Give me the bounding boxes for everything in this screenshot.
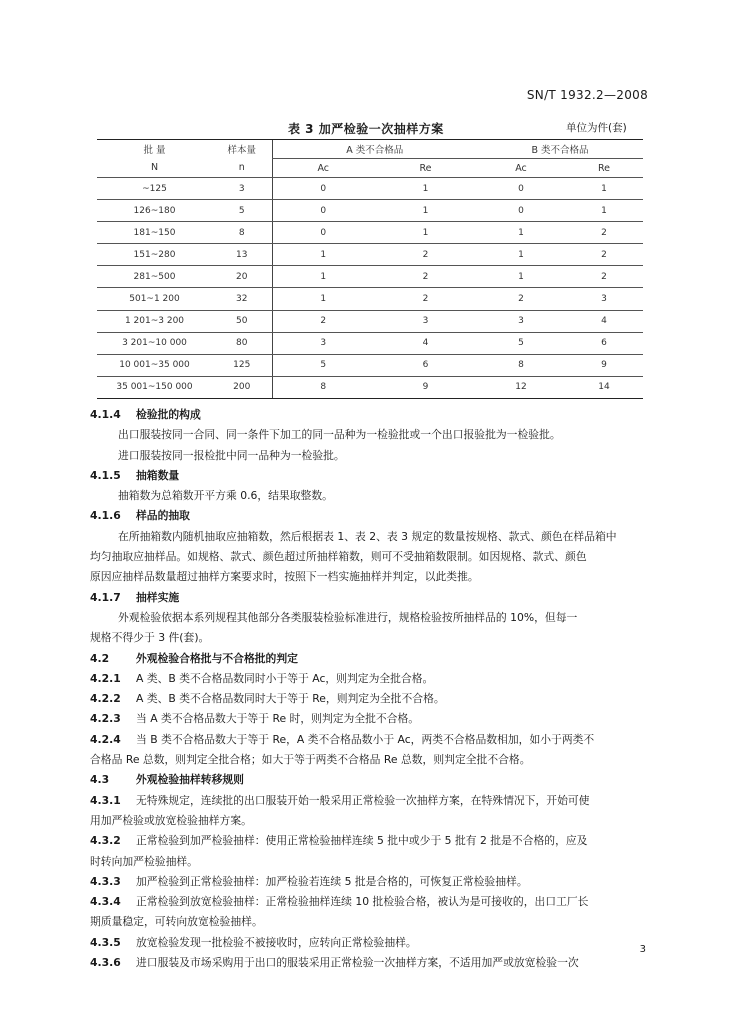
cell-b-ac: 3 [477, 310, 565, 332]
clause [90, 669, 650, 689]
section-number: 4.1.4 [90, 408, 121, 421]
cell-b-ac: 1 [477, 244, 565, 266]
section-heading [90, 770, 650, 790]
cell-a-ac: 8 [272, 376, 374, 398]
clause [90, 791, 650, 811]
cell-b-re: 3 [565, 288, 643, 310]
paragraph-line: 规格不得少于 3 件(套)。 [90, 631, 210, 645]
table-title: 表 3 加严检验一次抽样方案 [288, 122, 444, 136]
standard-code: SN/T 1932.2—2008 [526, 88, 648, 102]
cell-a-re: 4 [374, 332, 477, 354]
table-row [97, 178, 643, 200]
cell-a-ac: 3 [272, 332, 374, 354]
cell-a-ac: 5 [272, 354, 374, 376]
cell-a-re: 2 [374, 266, 477, 288]
cell-b-ac: 2 [477, 288, 565, 310]
cell-n: 200 [212, 376, 272, 398]
paragraph-line: 在所抽箱数内随机抽取应抽箱数，然后根据表 1、表 2、表 3 规定的数量按规格、款式、颜色在样品箱中 [118, 529, 617, 543]
section-number: 4.3 [90, 773, 110, 787]
header-b-re: Re [565, 159, 643, 178]
cell-a-ac: 0 [272, 200, 374, 222]
header-lot-symbol: N [97, 159, 212, 178]
section-heading [90, 506, 650, 526]
clause-number: 4.2.2 [90, 692, 121, 706]
cell-lot: 126~180 [97, 200, 212, 222]
cell-a-ac: 1 [272, 266, 374, 288]
paragraph-line: 用加严检验或放宽检验抽样方案。 [90, 813, 252, 827]
clause [90, 872, 650, 892]
cell-b-ac: 0 [477, 178, 565, 200]
cell-b-ac: 1 [477, 222, 565, 244]
paragraph: 进口服装按同一报检批中同一品种为一检验批。 [118, 448, 345, 462]
table-row [97, 222, 643, 244]
table-row [97, 376, 643, 398]
cell-a-re: 1 [374, 222, 477, 244]
clause-number: 4.3.4 [90, 895, 121, 909]
table-caption-row [0, 120, 730, 136]
cell-a-re: 9 [374, 376, 477, 398]
cell-b-ac: 8 [477, 354, 565, 376]
cell-n: 5 [212, 200, 272, 222]
cell-a-ac: 0 [272, 222, 374, 244]
clause [90, 709, 650, 729]
clause-number: 4.3.1 [90, 793, 121, 807]
clause-text: 加严检验到正常检验抽样：加严检验若连续 5 批是合格的，可恢复正常检验抽样。 [136, 874, 528, 888]
clause-text: A 类、B 类不合格品数同时大于等于 Re，则判定为全批不合格。 [136, 692, 445, 706]
section-heading [90, 588, 650, 608]
section-number: 4.2 [90, 651, 110, 665]
cell-n: 3 [212, 178, 272, 200]
section-title: 抽样实施 [136, 590, 180, 604]
paragraph-line: 期质量稳定，可转向放宽检验抽样。 [90, 915, 263, 929]
paragraph-line: 合格品 Re 总数，则判定全批合格；如大于等于两类不合格品 Re 总数，则判定全批不合格。 [90, 753, 531, 767]
section-heading [90, 466, 650, 486]
cell-a-ac: 2 [272, 310, 374, 332]
cell-a-ac: 1 [272, 288, 374, 310]
header-sample: 样本量 [212, 140, 272, 159]
cell-n: 13 [212, 244, 272, 266]
cell-a-re: 1 [374, 178, 477, 200]
section-title: 外观检验抽样转移规则 [136, 773, 244, 787]
section-heading [90, 649, 650, 669]
clause-number: 4.3.6 [90, 956, 121, 970]
cell-b-re: 1 [565, 200, 643, 222]
header-sample-symbol: n [212, 159, 272, 178]
clause-number: 4.3.5 [90, 935, 121, 949]
paragraph-line: 外观检验依据本系列规程其他部分各类服装检验标准进行，规格检验按所抽样品的 10%，但每一 [118, 610, 578, 624]
paragraph-line: 均匀抽取应抽样品。如规格、款式、颜色超过所抽样箱数，则可不受抽箱数限制。如因规格、款式、颜色 [90, 550, 587, 564]
cell-n: 32 [212, 288, 272, 310]
clause-number: 4.2.4 [90, 732, 121, 746]
cell-lot: 501~1 200 [97, 288, 212, 310]
table-row [97, 244, 643, 266]
cell-b-re: 1 [565, 178, 643, 200]
cell-n: 20 [212, 266, 272, 288]
table-row [97, 354, 643, 376]
cell-lot: 181~150 [97, 222, 212, 244]
clause [90, 689, 650, 709]
header-group-a: A 类不合格品 [272, 140, 477, 159]
header-a-ac: Ac [272, 159, 374, 178]
cell-a-re: 2 [374, 244, 477, 266]
section-title: 样品的抽取 [136, 509, 190, 523]
clause-text: 正常检验到放宽检验抽样：正常检验抽样连续 10 批检验合格，被认为是可接收的，出口工厂长 [136, 895, 589, 909]
cell-lot: 151~280 [97, 244, 212, 266]
clause [90, 953, 650, 973]
page-number: 3 [639, 944, 646, 955]
section-number: 4.1.5 [90, 468, 121, 482]
section-number: 4.1.7 [90, 590, 121, 604]
cell-lot: 1 201~3 200 [97, 310, 212, 332]
clause-text: 进口服装及市场采购用于出口的服装采用正常检验一次抽样方案，不适用加严或放宽检验一次 [136, 956, 579, 970]
table-row [97, 332, 643, 354]
paragraph: 抽箱数为总箱数开平方乘 0.6，结果取整数。 [118, 489, 333, 503]
clause [90, 892, 650, 912]
cell-a-re: 1 [374, 200, 477, 222]
section-title: 检验批的构成 [136, 408, 201, 421]
header-lot: 批 量 [97, 140, 212, 159]
cell-n: 80 [212, 332, 272, 354]
cell-b-re: 14 [565, 376, 643, 398]
cell-b-re: 4 [565, 310, 643, 332]
clause-text: 正常检验到加严检验抽样：使用正常检验抽样连续 5 批中或少于 5 批有 2 批是不合格的，应及 [136, 834, 588, 848]
cell-b-ac: 0 [477, 200, 565, 222]
clause-number: 4.3.3 [90, 874, 121, 888]
section-number: 4.1.6 [90, 509, 121, 523]
cell-n: 50 [212, 310, 272, 332]
header-b-ac: Ac [477, 159, 565, 178]
table-row [97, 288, 643, 310]
cell-b-re: 2 [565, 222, 643, 244]
header-group-b: B 类不合格品 [477, 140, 643, 159]
clause [90, 831, 650, 851]
cell-a-ac: 0 [272, 178, 374, 200]
cell-a-re: 2 [374, 288, 477, 310]
cell-b-re: 6 [565, 332, 643, 354]
cell-a-ac: 1 [272, 244, 374, 266]
header-a-re: Re [374, 159, 477, 178]
section-title: 抽箱数量 [136, 468, 180, 482]
clause-text: 当 B 类不合格品数大于等于 Re，A 类不合格品数小于 Ac，两类不合格品数相加，如小于两类不 [136, 732, 595, 746]
sampling-plan-table [97, 139, 643, 399]
cell-b-re: 2 [565, 266, 643, 288]
cell-lot: ~125 [97, 178, 212, 200]
clause-text: 放宽检验发现一批检验不被接收时，应转向正常检验抽样。 [136, 935, 417, 949]
clause-text: 无特殊规定，连续批的出口服装开始一般采用正常检验一次抽样方案，在特殊情况下，开始可使 [136, 793, 590, 807]
cell-a-re: 3 [374, 310, 477, 332]
clause-number: 4.2.1 [90, 671, 121, 685]
paragraph-line: 原因应抽样品数量超过抽样方案要求时，按照下一档实施抽样并判定，以此类推。 [90, 570, 479, 584]
document-body [90, 405, 650, 973]
cell-b-ac: 1 [477, 266, 565, 288]
cell-b-ac: 5 [477, 332, 565, 354]
clause-text: 当 A 类不合格品数大于等于 Re 时，则判定为全批不合格。 [136, 712, 420, 726]
cell-b-ac: 12 [477, 376, 565, 398]
clause [90, 730, 650, 750]
paragraph-line: 时转向加严检验抽样。 [90, 854, 198, 868]
section-title: 外观检验合格批与不合格批的判定 [136, 651, 298, 665]
table-row [97, 266, 643, 288]
table-row [97, 310, 643, 332]
cell-b-re: 9 [565, 354, 643, 376]
clause [90, 933, 650, 953]
cell-lot: 10 001~35 000 [97, 354, 212, 376]
cell-n: 125 [212, 354, 272, 376]
cell-n: 8 [212, 222, 272, 244]
cell-a-re: 6 [374, 354, 477, 376]
cell-lot: 3 201~10 000 [97, 332, 212, 354]
clause-number: 4.3.2 [90, 834, 121, 848]
clause-text: A 类、B 类不合格品数同时小于等于 Ac，则判定为全批合格。 [136, 671, 434, 685]
cell-b-re: 2 [565, 244, 643, 266]
cell-lot: 35 001~150 000 [97, 376, 212, 398]
table-row [97, 200, 643, 222]
clause-number: 4.2.3 [90, 712, 121, 726]
table-unit: 单位为件(套) [566, 122, 627, 134]
cell-lot: 281~500 [97, 266, 212, 288]
section-heading [90, 405, 650, 425]
paragraph: 出口服装按同一合同、同一条件下加工的同一品种为一检验批或一个出口报验批为一检验批。 [118, 428, 561, 442]
